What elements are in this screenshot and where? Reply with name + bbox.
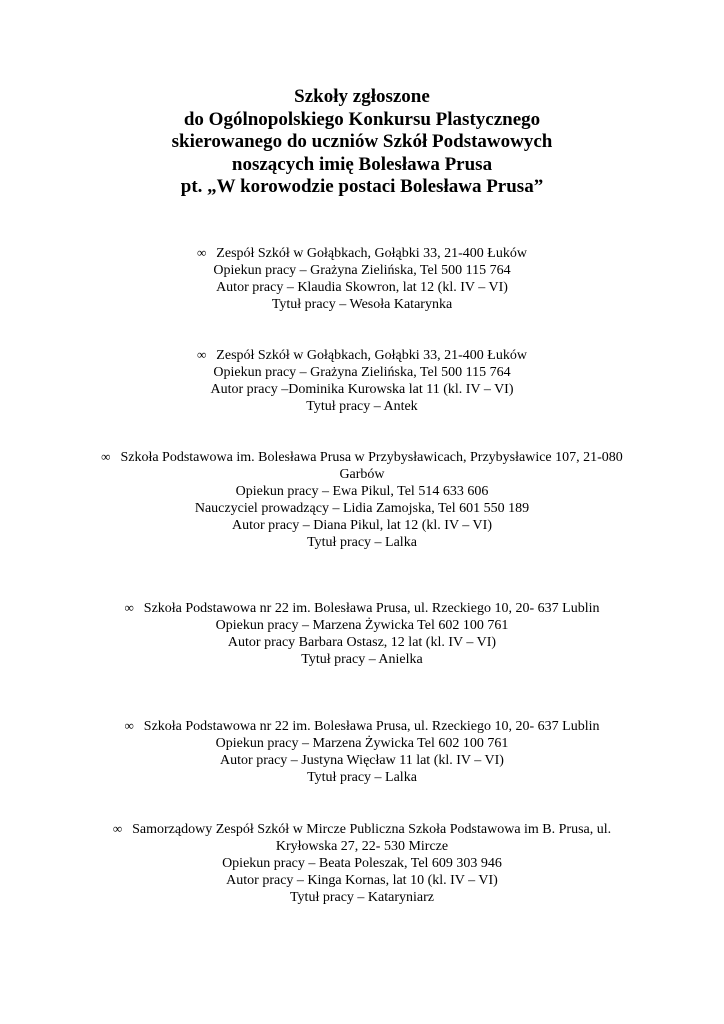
work-title-line: Tytuł pracy – Wesoła Katarynka (271, 297, 453, 312)
author-line: Autor pracy – Klaudia Skowron, lat 12 (kl. IV – VI) (216, 280, 508, 295)
school-name-text: Szkoła Podstawowa im. Bolesława Prusa w Przybysławicach, Przybysławice 107, 21-080 (120, 450, 623, 465)
school-name (0, 448, 724, 466)
author-line: Autor pracy – Kinga Kornas, lat 10 (kl. IV – VI) (226, 873, 498, 888)
title-line-5: pt. „W korowodzie postaci Bolesława Prusa” (180, 176, 544, 197)
title-line-2: do Ogólnopolskiego Konkursu Plastycznego (183, 108, 541, 130)
teacher-line: Nauczyciel prowadzący – Lidia Zamojska, Tel 601 550 189 (194, 501, 530, 516)
title-line-1: Szkoły zgłoszone (294, 86, 430, 107)
school-name-continued: Kryłowska 27, 22- 530 Mircze (275, 839, 449, 854)
infinity-bullet-icon: ∞ (124, 718, 134, 733)
supervisor-line: Opiekun pracy – Marzena Żywicka Tel 602 100 761 (215, 618, 509, 633)
school-name (0, 346, 724, 364)
work-title-line: Tytuł pracy – Kataryniarz (289, 890, 434, 905)
infinity-bullet-icon: ∞ (197, 347, 207, 362)
infinity-bullet-icon: ∞ (124, 600, 134, 615)
title-line-3: skierowanego do uczniów Szkół Podstawowych (171, 131, 553, 152)
title-line-4: noszących imię Bolesława Prusa (231, 153, 493, 175)
supervisor-line: Opiekun pracy – Grażyna Zielińska, Tel 500 115 764 (213, 263, 511, 278)
school-entry (0, 717, 724, 786)
infinity-bullet-icon: ∞ (112, 821, 123, 836)
school-name (0, 820, 724, 838)
school-entry (0, 244, 724, 313)
school-name-text: Szkoła Podstawowa nr 22 im. Bolesława Prusa, ul. Rzeckiego 10, 20- 637 Lublin (143, 719, 600, 734)
work-title-line: Tytuł pracy – Lalka (307, 535, 417, 550)
school-entry (0, 346, 724, 415)
infinity-bullet-icon: ∞ (101, 449, 111, 464)
author-line: Autor pracy – Diana Pikul, lat 12 (kl. IV – VI) (232, 518, 492, 533)
supervisor-line: Opiekun pracy – Beata Poleszak, Tel 609 303 946 (222, 856, 502, 871)
supervisor-line: Opiekun pracy – Ewa Pikul, Tel 514 633 606 (235, 484, 489, 499)
author-line: Autor pracy – Justyna Więcław 11 lat (kl. IV – VI) (220, 753, 504, 768)
school-name-text: Zespół Szkół w Gołąbkach, Gołąbki 33, 21-400 Łuków (216, 246, 527, 261)
work-title-line: Tytuł pracy – Lalka (307, 770, 417, 785)
school-name (0, 717, 724, 735)
school-name-text: Zespół Szkół w Gołąbkach, Gołąbki 33, 21-400 Łuków (216, 348, 527, 363)
work-title-line: Tytuł pracy – Anielka (301, 652, 423, 667)
school-name-continued: Garbów (339, 467, 385, 482)
author-line: Autor pracy –Dominika Kurowska lat 11 (kl. IV – VI) (210, 382, 514, 397)
school-entry (0, 820, 724, 906)
school-name-text: Szkoła Podstawowa nr 22 im. Bolesława Prusa, ul. Rzeckiego 10, 20- 637 Lublin (143, 601, 600, 616)
infinity-bullet-icon: ∞ (197, 245, 207, 260)
school-entry (0, 448, 724, 551)
work-title-line: Tytuł pracy – Antek (306, 399, 418, 414)
school-name-text: Samorządowy Zespół Szkół w Mircze Publiczna Szkoła Podstawowa im B. Prusa, ul. (132, 822, 612, 837)
document-title (0, 86, 724, 199)
supervisor-line: Opiekun pracy – Marzena Żywicka Tel 602 100 761 (215, 736, 509, 751)
school-name (0, 244, 724, 262)
supervisor-line: Opiekun pracy – Grażyna Zielińska, Tel 500 115 764 (213, 365, 511, 380)
school-entry (0, 599, 724, 668)
author-line: Autor pracy Barbara Ostasz, 12 lat (kl. IV – VI) (227, 635, 497, 650)
school-name (0, 599, 724, 617)
